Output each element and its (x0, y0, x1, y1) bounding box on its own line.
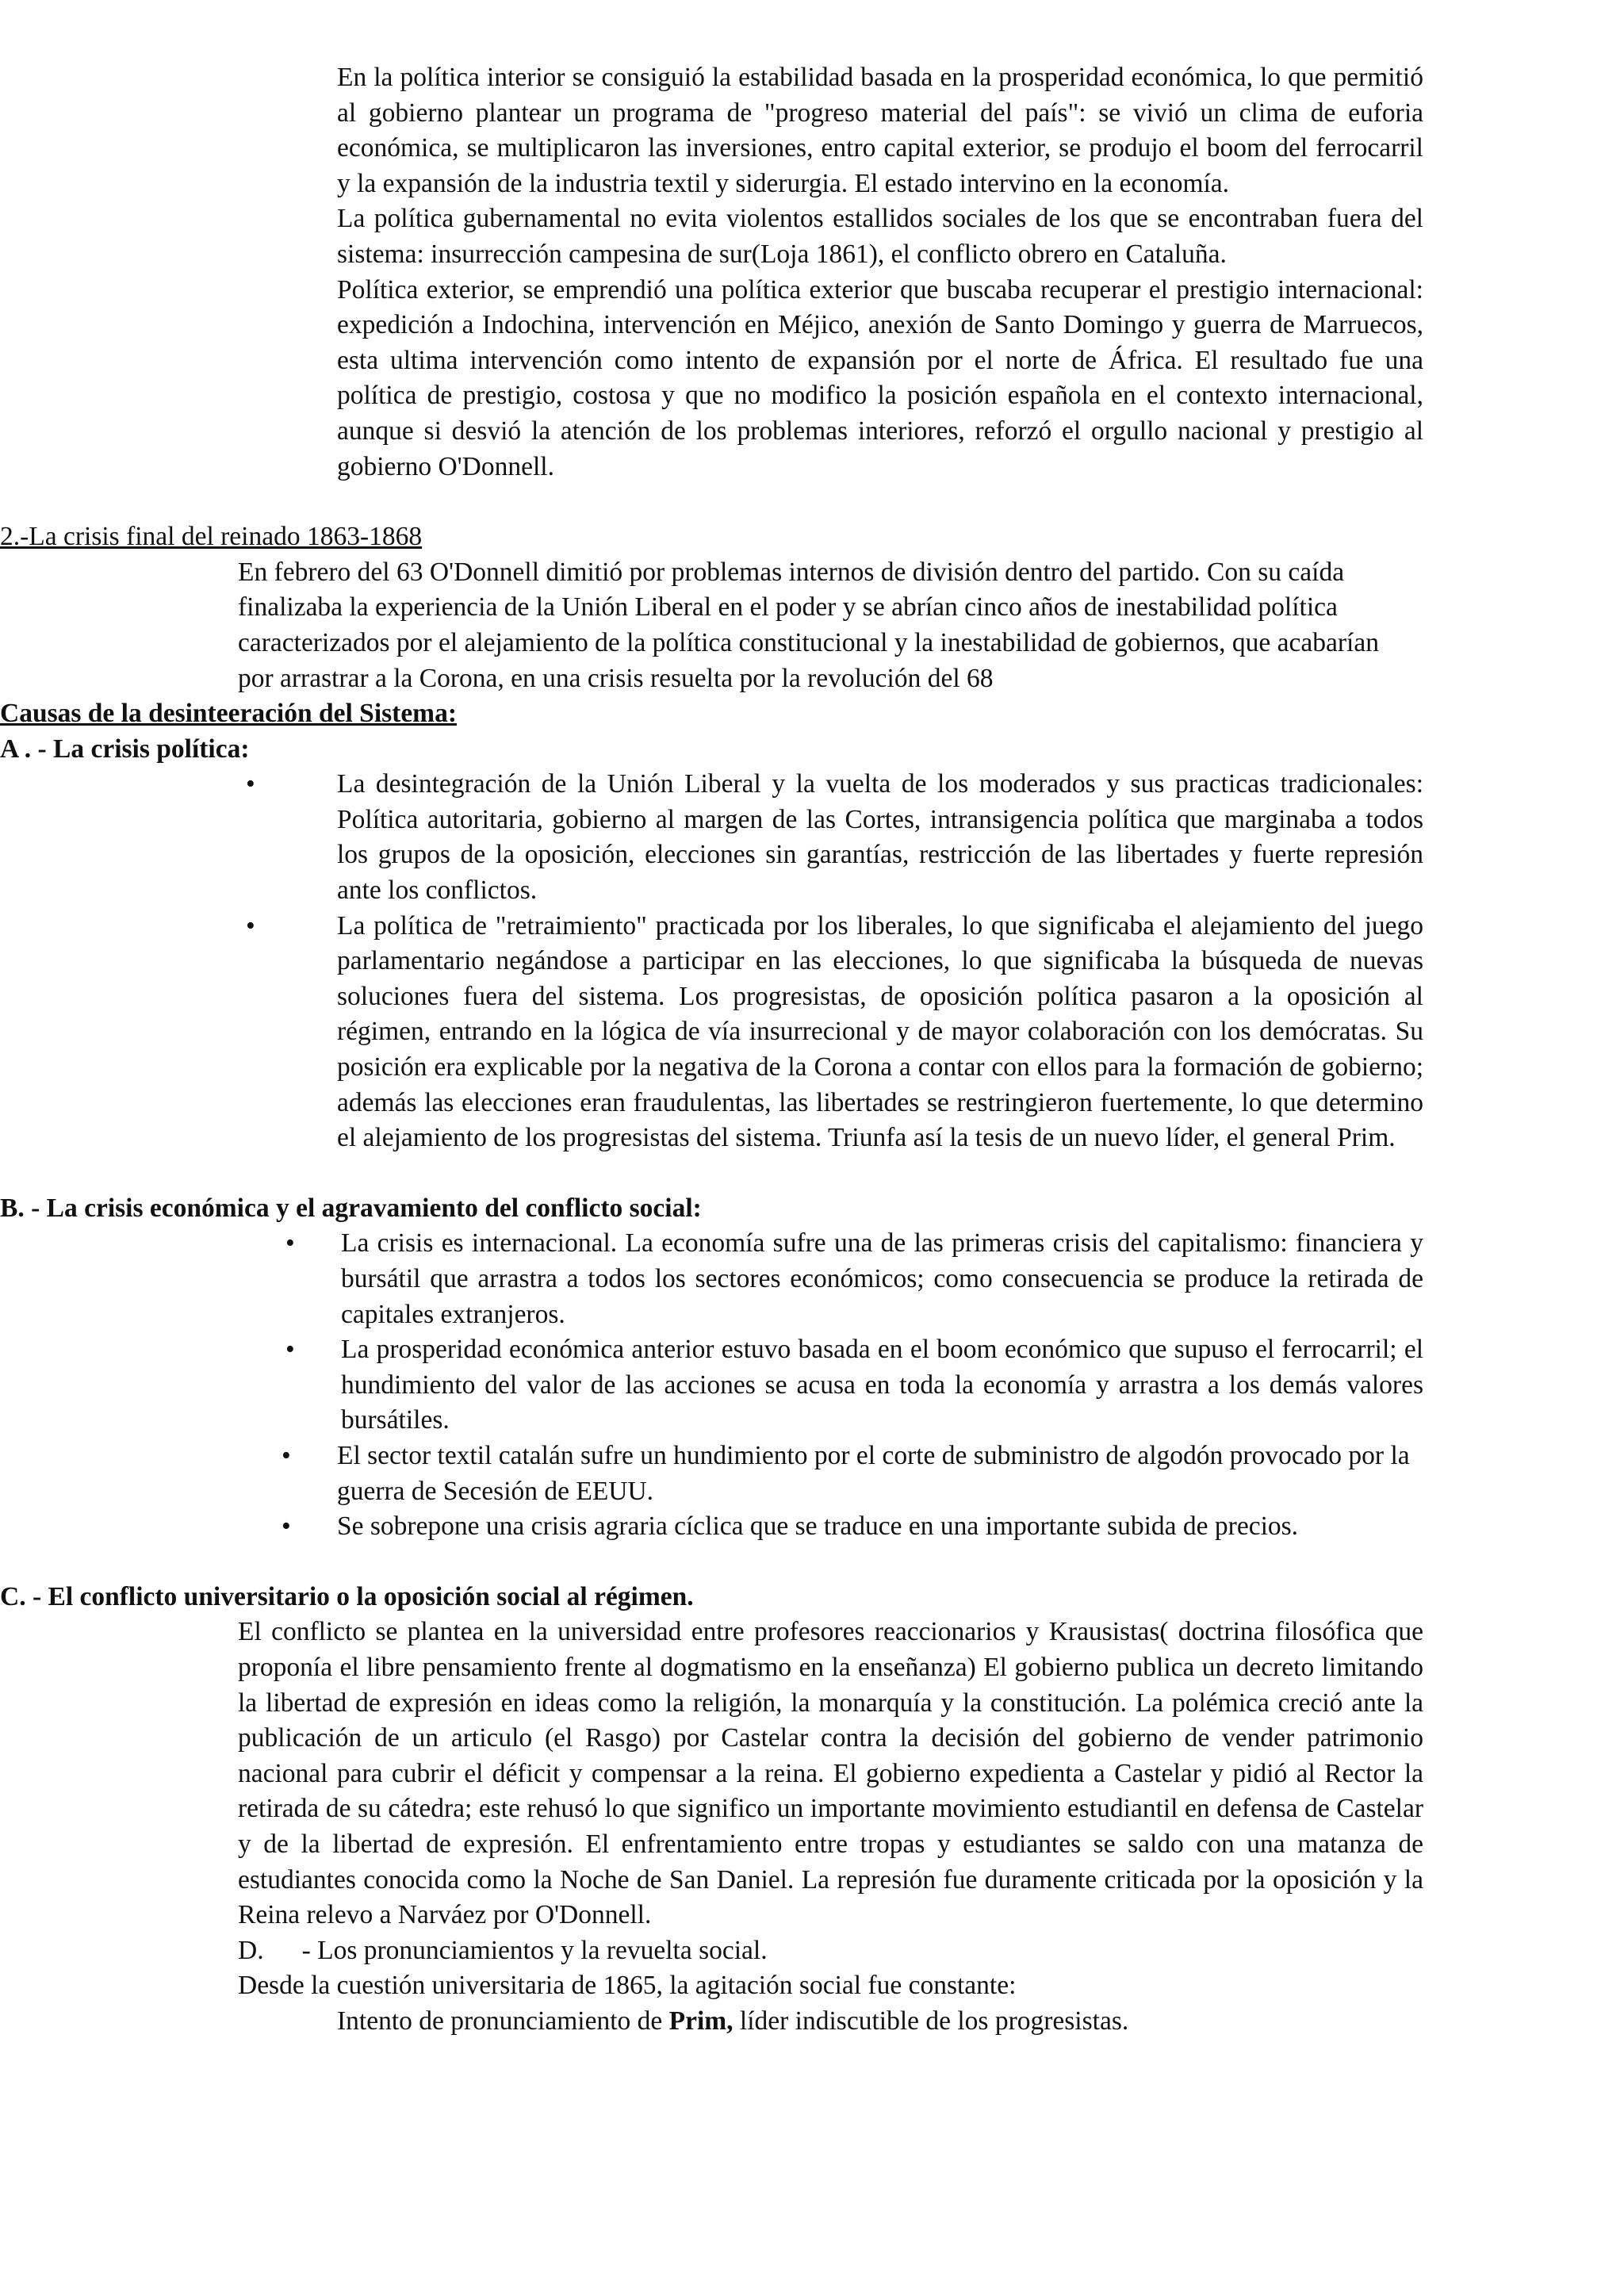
list-item (282, 1439, 1423, 1509)
section-a (0, 732, 1624, 1156)
bullet-icon: • (282, 1511, 291, 1542)
list-item (282, 1509, 1423, 1545)
prim-name: Prim, (668, 2006, 733, 2036)
paragraph-interior-policy: En la política interior se consiguió la estabilidad basada en la prosperidad económica, lo que permitió al gobierno plantear un programa de "progreso material del país": se vivió un clima de euforia económica, se multiplicaron las inversiones, entro capital exterior, se produjo el boom del ferrocarril y la expansión de la industria textil y siderurgia. El estado intervino en la economía. (337, 63, 1423, 198)
paragraph-foreign-policy: Política exterior, se emprendió una política exterior que buscaba recuperar el prestigio internacional: expedición a Indochina, intervención en Méjico, anexión de Santo Domingo y guerra de Marruecos, esta ultima intervención como intento de expansión por el norte de África. El resultado fue una política de prestigio, costosa y que no modifico la posición española en el contexto internacional, aunque si desvió la atención de los problemas interiores, reforzó el orgullo nacional y prestigio al gobierno O'Donnell. (337, 274, 1423, 481)
section-c (0, 1580, 1624, 1933)
section-c-title: C. - El conflicto universitario o la oposición social al régimen. (0, 1581, 694, 1611)
section-c-paragraph: El conflicto se plantea en la universidad entre profesores reaccionarios y Krausistas( doctrina filosófica que proponía el libre pensamiento frente al dogmatismo en la enseñanza) El gobierno publica un decreto limitando la libertad de expresión en ideas como la religión, la monarquía y la constitución. La polémica creció ante la publicación de un articulo (el Rasgo) por Castelar contra la decisión del gobierno de vender patrimonio nacional para cubrir el déficit y compensar a la reina. El gobierno expedienta a Castelar y pidió al Rector la retirada de su cátedra; este rehusó lo que significo un importante movimiento estudiantil en defensa de Castelar y de la libertad de expresión. El enfrentamiento entre tropas y estudiantes se saldo con una matanza de estudiantes conocida como la Noche de San Daniel. La represión fue duramente criticada por la oposición y la Reina relevo a Narváez por O'Donnell. (238, 1617, 1423, 1930)
causes-heading: Causas de la desinteeración del Sistema: (0, 699, 457, 729)
list-item (285, 1226, 1423, 1332)
section-d-title: - Los pronunciamientos y la revuelta social. (301, 1935, 768, 1965)
list-item (246, 767, 1423, 908)
section-2-paragraph: En febrero del 63 O'Donnell dimitió por problemas internos de división dentro del partido. Con su caída finalizaba la experiencia de la Unión Liberal en el poder y se abrían cinco años de inestabilidad política caracterizados por el alejamiento de la política constitucional y la inestabilidad de gobiernos, que acabarían por arrastrar a la Corona, en una crisis resuelta por la revolución del 68 (238, 557, 1379, 693)
list-item-text: El sector textil catalán sufre un hundimiento por el corte de subministro de algodón provocado por la guerra de Secesión de EEUU. (337, 1440, 1410, 1506)
section-a-title: A . - La crisis política: (0, 734, 250, 764)
bullet-icon: • (282, 1440, 291, 1470)
list-item-text: La prosperidad económica anterior estuvo basada en el boom económico que supuso el ferrocarril; el hundimiento del valor de las acciones se acusa en toda la economía y arrastra a los demás valores bursátiles. (341, 1335, 1423, 1435)
section-d-paragraph: Desde la cuestión universitaria de 1865, la agitación social fue constante: (238, 1971, 1017, 2001)
list-item-text: Se sobrepone una crisis agraria cíclica que se traduce en una importante subida de precios. (337, 1511, 1299, 1542)
bullet-icon: • (246, 910, 255, 941)
bullet-icon: • (246, 769, 255, 799)
list-item (285, 1332, 1423, 1439)
list-item-text: La crisis es internacional. La economía sufre una de las primeras crisis del capitalismo: financiera y bursátil que arrastra a todos los sectores económicos; como consecuencia se produce la retirada de capitales extranjeros. (341, 1228, 1423, 1329)
section-d-last-line (337, 2004, 1423, 2040)
section-d (0, 1933, 1624, 2040)
list-item-text: La política de "retraimiento" practicada por los liberales, lo que significaba el alejamiento del juego parlamentario negándose a participar en las elecciones, lo que significaba la búsqueda de nuevas soluciones fuera del sistema. Los progresistas, de oposición política pasaron a la oposición al régimen, entrando en la lógica de vía insurrecional y de mayor colaboración con los demócratas. Su posición era explicable por la negativa de la Corona a contar con ellos para la formación de gobierno; además las elecciones eran fraudulentas, las libertades se restringieron fuertemente, lo que determino el alejamiento de los progresistas del sistema. Triunfa así la tesis de un nuevo líder, el general Prim. (337, 910, 1423, 1153)
section-2-title: 2.-La crisis final del reinado 1863-1868 (0, 522, 423, 552)
intro-block (0, 0, 1624, 485)
bullet-icon: • (285, 1228, 295, 1259)
list-item (246, 909, 1423, 1156)
section-b (0, 1191, 1624, 1545)
section-b-title: B. - La crisis económica y el agravamiento del conflicto social: (0, 1193, 702, 1223)
section-d-letter: D. (238, 1935, 264, 1965)
section-2 (0, 519, 1624, 732)
section-d-title-line (238, 1933, 1624, 1969)
list-item-text: La desintegración de la Unión Liberal y la vuelta de los moderados y sus practicas tradicionales: Política autoritaria, gobierno al margen de las Cortes, intransigencia política que marginaba a todos los grupos de la oposición, elecciones sin garantías, restricción de las libertades y fuerte represión ante los conflictos. (337, 769, 1423, 906)
bullet-icon: • (285, 1335, 295, 1365)
paragraph-social-unrest: La política gubernamental no evita violentos estallidos sociales de los que se encontraban fuera del sistema: insurrección campesina de sur(Loja 1861), el conflicto obrero en Cataluña. (337, 204, 1423, 269)
last-line-before: Intento de pronunciamiento de (337, 2006, 669, 2036)
last-line-after: líder indiscutible de los progresistas. (733, 2006, 1129, 2036)
